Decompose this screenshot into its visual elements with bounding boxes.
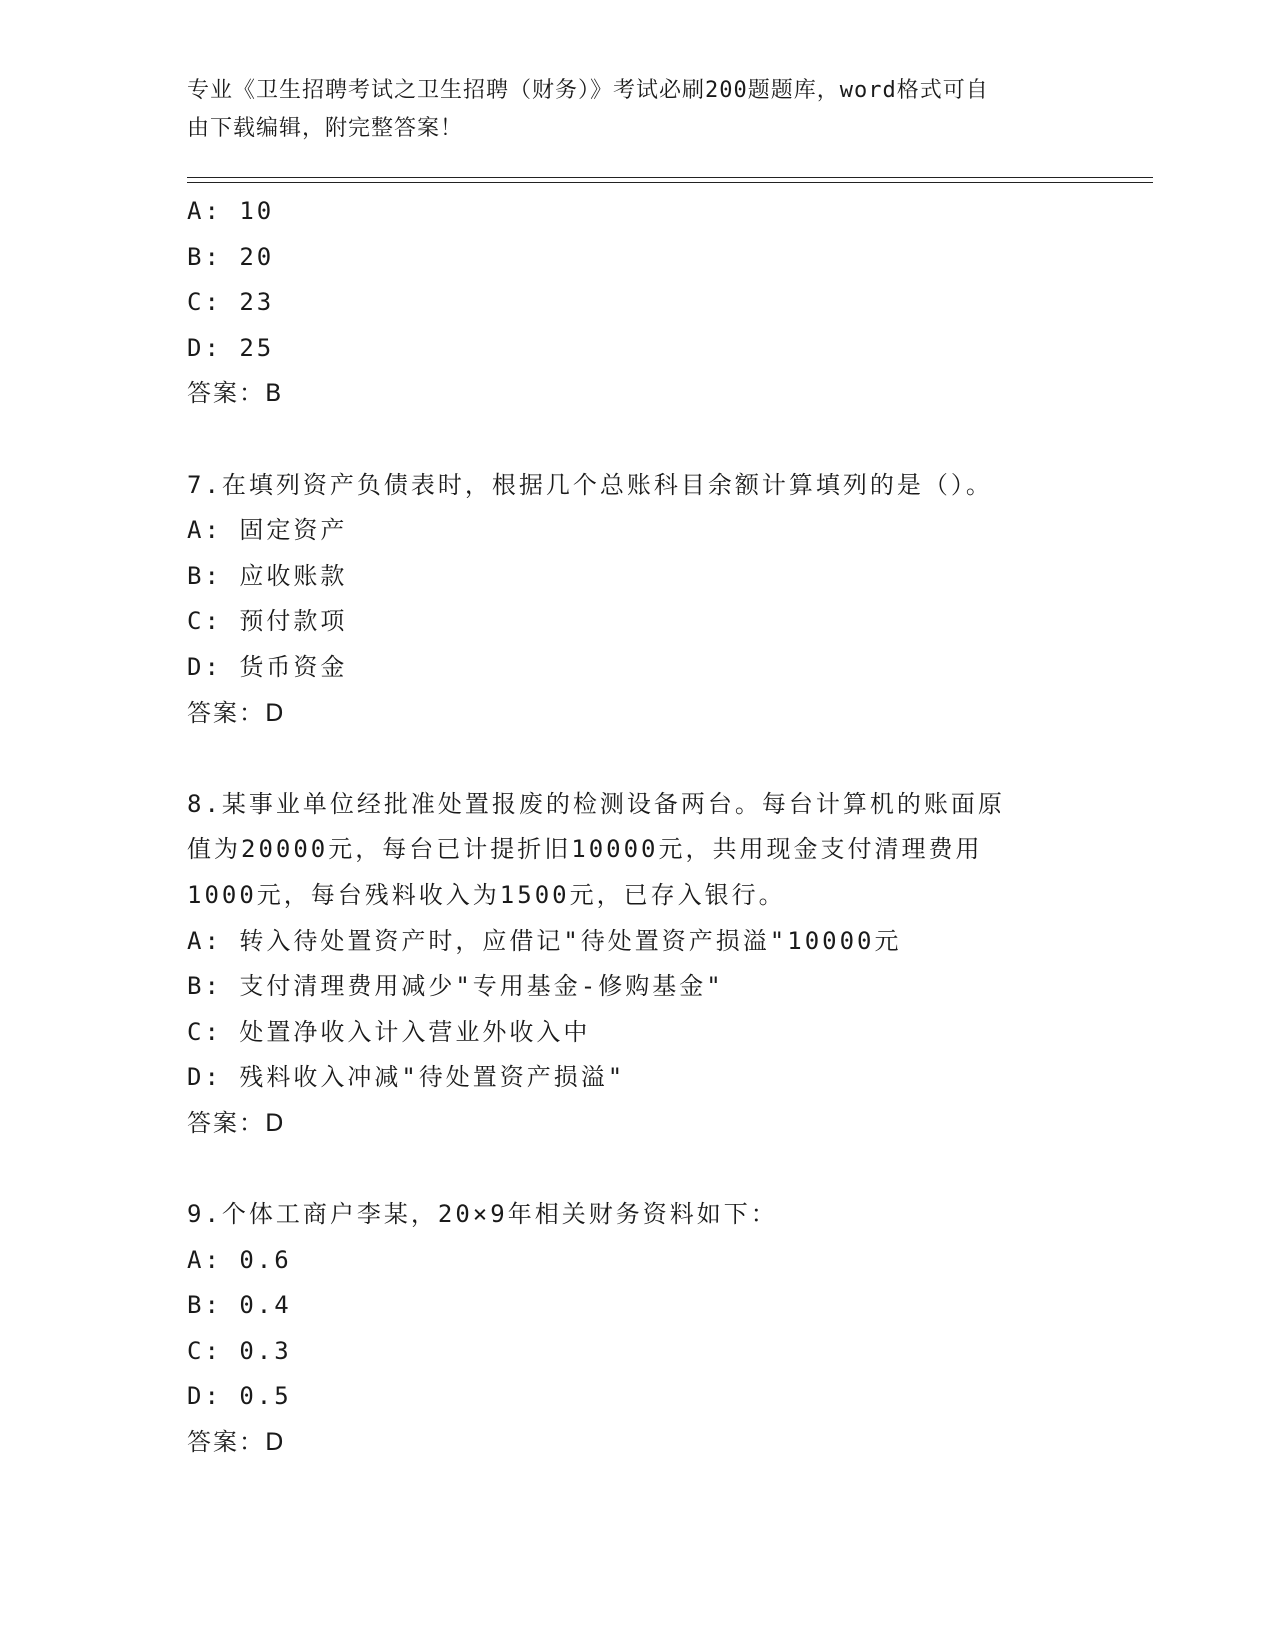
question-text: 9.个体工商户李某，20×9年相关财务资料如下： xyxy=(187,1200,778,1229)
option-c: C: 预付款项 xyxy=(187,607,348,636)
question-block-previous xyxy=(187,189,1087,417)
header-divider-bottom xyxy=(187,182,1153,183)
option-c: C: 0.3 xyxy=(187,1336,292,1365)
option-a: A: 转入待处置资产时，应借记"待处置资产损溢"10000元 xyxy=(187,926,902,955)
answer: 答案：B xyxy=(187,379,284,408)
question-text: 7.在填列资产负债表时，根据几个总账科目余额计算填列的是（）。 xyxy=(187,470,993,499)
option-a: A: 0.6 xyxy=(187,1245,292,1274)
question-text-line-1: 8.某事业单位经批准处置报废的检测设备两台。每台计算机的账面原 xyxy=(187,789,1005,818)
option-c: C: 处置净收入计入营业外收入中 xyxy=(187,1017,591,1046)
question-block-8 xyxy=(187,782,1087,1147)
question-block-9 xyxy=(187,1192,1087,1466)
option-a: A: 固定资产 xyxy=(187,516,348,545)
question-text-line-3: 1000元，每台残料收入为1500元，已存入银行。 xyxy=(187,880,786,909)
option-b: B: 支付清理费用减少"专用基金-修购基金" xyxy=(187,972,724,1001)
answer: 答案：D xyxy=(187,1428,286,1457)
option-d: D: 残料收入冲减"待处置资产损溢" xyxy=(187,1063,626,1092)
option-b: B: 应收账款 xyxy=(187,561,348,590)
header-line-2: 由下载编辑，附完整答案！ xyxy=(187,116,464,141)
document-header xyxy=(187,72,1067,148)
option-d: D: 25 xyxy=(187,333,275,362)
option-d: D: 货币资金 xyxy=(187,652,348,681)
answer: 答案：D xyxy=(187,698,286,727)
header-line-1: 专业《卫生招聘考试之卫生招聘（财务）》考试必刷200题题库，word格式可自 xyxy=(187,78,989,103)
option-d: D: 0.5 xyxy=(187,1382,292,1411)
question-block-7 xyxy=(187,463,1087,737)
answer: 答案：D xyxy=(187,1108,286,1137)
question-text-line-2: 值为20000元，每台已计提折旧10000元，共用现金支付清理费用 xyxy=(187,835,983,864)
option-b: B: 20 xyxy=(187,242,275,271)
header-divider-top xyxy=(187,177,1153,178)
option-a: A: 10 xyxy=(187,197,275,225)
option-c: C: 23 xyxy=(187,288,275,317)
option-b: B: 0.4 xyxy=(187,1291,292,1320)
question-list xyxy=(187,189,1087,1466)
